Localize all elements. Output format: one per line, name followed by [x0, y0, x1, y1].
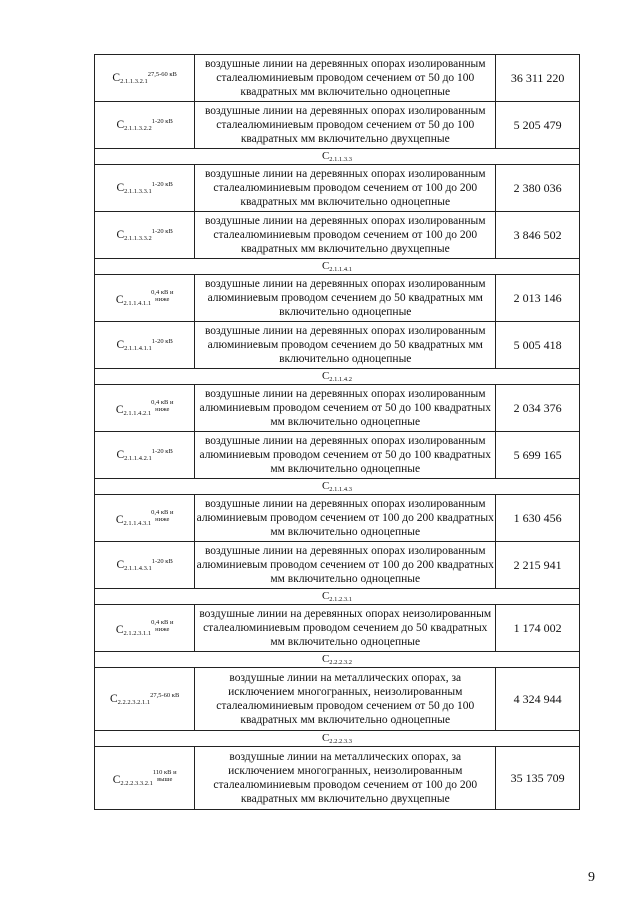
- description-cell: воздушные линии на деревянных опорах изолированным сталеалюминиевым проводом сечением от 50 до 100 квадратных мм включительно одноцепные: [195, 55, 496, 102]
- group-row: [95, 149, 580, 165]
- code-cell: [95, 275, 195, 322]
- group-code-cell: [95, 149, 580, 165]
- code-cell: [95, 385, 195, 432]
- code-superscript-line1: 110 кВ и: [152, 769, 177, 776]
- code-subscript: 2.1.1.3.3: [329, 156, 353, 163]
- value-cell: 4 324 944: [496, 668, 580, 731]
- code-base: С: [321, 150, 330, 162]
- value-cell: 3 846 502: [496, 212, 580, 259]
- value-cell: 1 174 002: [496, 605, 580, 652]
- table-row: [95, 605, 580, 652]
- page-number: 9: [588, 870, 595, 885]
- description-cell: воздушные линии на деревянных опорах изолированным алюминиевым проводом сечением от 100 до 200 квадратных мм включительно одноцепные: [195, 542, 496, 589]
- code-subscript: 2.1.1.4.3: [329, 486, 353, 493]
- table-row: [95, 55, 580, 102]
- code-subscript: 2.2.2.3.3: [329, 738, 353, 745]
- group-row: [95, 731, 580, 747]
- group-code-cell: [95, 589, 580, 605]
- code-superscript: 1-20 кВ: [151, 558, 173, 565]
- value-cell: 5 005 418: [496, 322, 580, 369]
- value-cell: 2 380 036: [496, 165, 580, 212]
- description-cell: воздушные линии на деревянных опорах изолированным алюминиевым проводом сечением от 100 до 200 квадратных мм включительно одноцепные: [195, 495, 496, 542]
- group-code-cell: [95, 259, 580, 275]
- description-cell: воздушные линии на деревянных опорах изолированным сталеалюминиевым проводом сечением от 100 до 200 квадратных мм включительно двухцепные: [195, 212, 496, 259]
- value-cell: 1 630 456: [496, 495, 580, 542]
- code-cell: [95, 322, 195, 369]
- code-base: С: [116, 182, 125, 194]
- code-cell: [95, 102, 195, 149]
- code-subscript: 2.1.1.4.1.1: [123, 300, 152, 307]
- code-superscript-line2: ниже: [155, 516, 170, 523]
- code-superscript: [151, 289, 173, 303]
- code-base: С: [112, 72, 121, 84]
- code-cell: [95, 542, 195, 589]
- value-cell: 35 135 709: [496, 747, 580, 810]
- code-subscript: 2.1.1.4.2.1: [123, 410, 152, 417]
- code-base: С: [109, 693, 118, 705]
- code-base: С: [321, 653, 330, 665]
- value-cell: 5 205 479: [496, 102, 580, 149]
- code-subscript: 2.1.1.4.2: [329, 376, 353, 383]
- code-base: С: [115, 404, 124, 416]
- table-row: [95, 275, 580, 322]
- code-cell: [95, 55, 195, 102]
- code-superscript: [153, 769, 177, 783]
- code-subscript: 2.1.2.3.1.1: [123, 630, 152, 637]
- code-superscript: [151, 619, 173, 633]
- value-cell: 2 215 941: [496, 542, 580, 589]
- code-subscript: 2.1.1.4.3.1: [123, 520, 152, 527]
- code-superscript: 27,5-60 кВ: [150, 692, 180, 699]
- code-subscript: 2.1.1.3.2.1: [120, 78, 148, 85]
- table-row: [95, 322, 580, 369]
- value-cell: 36 311 220: [496, 55, 580, 102]
- value-cell: 2 013 146: [496, 275, 580, 322]
- code-cell: [95, 165, 195, 212]
- code-base: С: [115, 514, 124, 526]
- group-row: [95, 589, 580, 605]
- value-cell: 2 034 376: [496, 385, 580, 432]
- group-row: [95, 479, 580, 495]
- code-base: С: [321, 590, 330, 602]
- description-cell: воздушные линии на деревянных опорах изолированным сталеалюминиевым проводом сечением от 100 до 200 квадратных мм включительно одноцепные: [195, 165, 496, 212]
- code-subscript: 2.1.2.3.1: [329, 596, 353, 603]
- code-base: С: [116, 559, 125, 571]
- code-superscript-line2: выше: [157, 776, 173, 783]
- tariff-table: [94, 54, 580, 810]
- code-cell: [95, 747, 195, 810]
- group-code-cell: [95, 652, 580, 668]
- group-code-cell: [95, 731, 580, 747]
- description-cell: воздушные линии на металлических опорах, за исключением многогранных, неизолированным сталеалюминиевым проводом сечением от 50 до 100 квадратных мм включительно одноцепные: [195, 668, 496, 731]
- table-row: [95, 212, 580, 259]
- table-row: [95, 668, 580, 731]
- code-subscript: 2.1.1.4.3.1: [124, 565, 152, 572]
- code-superscript-line1: 0,4 кВ и: [151, 509, 174, 516]
- table-row: [95, 542, 580, 589]
- code-superscript-line1: 0,4 кВ и: [151, 619, 174, 626]
- code-superscript-line1: 0,4 кВ и: [151, 399, 174, 406]
- table-row: [95, 432, 580, 479]
- code-superscript: 1-20 кВ: [151, 338, 173, 345]
- group-code-cell: [95, 369, 580, 385]
- code-cell: [95, 668, 195, 731]
- code-base: С: [115, 294, 124, 306]
- code-subscript: 2.1.1.4.1: [329, 266, 353, 273]
- code-base: С: [116, 119, 125, 131]
- description-cell: воздушные линии на деревянных опорах неизолированным сталеалюминиевым проводом сечением до 50 квадратных мм включительно одноцепные: [195, 605, 496, 652]
- code-subscript: 2.2.2.3.2: [329, 659, 353, 666]
- code-base: С: [116, 229, 125, 241]
- description-cell: воздушные линии на металлических опорах, за исключением многогранных, неизолированным сталеалюминиевым проводом сечением от 100 до 200 квадратных мм включительно двухцепные: [195, 747, 496, 810]
- code-base: С: [112, 774, 121, 786]
- code-superscript-line2: ниже: [155, 296, 170, 303]
- table-row: [95, 102, 580, 149]
- code-subscript: 2.2.2.3.2.1.1: [117, 699, 151, 706]
- code-subscript: 2.1.1.4.2.1: [124, 455, 152, 462]
- table-row: [95, 165, 580, 212]
- code-superscript: [151, 399, 173, 413]
- group-row: [95, 259, 580, 275]
- code-superscript-line2: ниже: [155, 406, 170, 413]
- code-base: С: [115, 624, 124, 636]
- code-subscript: 2.1.1.3.2.2: [124, 125, 152, 132]
- table-row: [95, 495, 580, 542]
- code-subscript: 2.1.1.4.1.1: [124, 345, 152, 352]
- code-subscript: 2.1.1.3.3.1: [124, 188, 152, 195]
- code-superscript: 27,5-60 кВ: [147, 71, 177, 78]
- tariff-table-body: [95, 55, 580, 810]
- code-cell: [95, 432, 195, 479]
- description-cell: воздушные линии на деревянных опорах изолированным алюминиевым проводом сечением от 50 до 100 квадратных мм включительно одноцепные: [195, 432, 496, 479]
- code-superscript-line1: 0,4 кВ и: [151, 289, 174, 296]
- code-cell: [95, 495, 195, 542]
- description-cell: воздушные линии на деревянных опорах изолированным алюминиевым проводом сечением от 50 до 100 квадратных мм включительно одноцепные: [195, 385, 496, 432]
- code-superscript-line2: ниже: [155, 626, 170, 633]
- code-superscript: 1-20 кВ: [151, 228, 173, 235]
- code-superscript: 1-20 кВ: [151, 181, 173, 188]
- group-row: [95, 652, 580, 668]
- code-subscript: 2.2.2.3.3.2.1: [120, 780, 153, 787]
- group-code-cell: [95, 479, 580, 495]
- value-cell: 5 699 165: [496, 432, 580, 479]
- code-base: С: [321, 732, 330, 744]
- code-cell: [95, 212, 195, 259]
- group-row: [95, 369, 580, 385]
- code-base: С: [321, 260, 330, 272]
- code-base: С: [321, 480, 330, 492]
- code-base: С: [116, 449, 125, 461]
- table-row: [95, 385, 580, 432]
- table-row: [95, 747, 580, 810]
- description-cell: воздушные линии на деревянных опорах изолированным алюминиевым проводом сечением до 50 квадратных мм включительно одноцепные: [195, 322, 496, 369]
- code-base: С: [116, 339, 125, 351]
- code-subscript: 2.1.1.3.3.2: [124, 235, 152, 242]
- description-cell: воздушные линии на деревянных опорах изолированным сталеалюминиевым проводом сечением от 50 до 100 квадратных мм включительно двухцепные: [195, 102, 496, 149]
- code-base: С: [321, 370, 330, 382]
- code-superscript: 1-20 кВ: [151, 118, 173, 125]
- code-cell: [95, 605, 195, 652]
- code-superscript: 1-20 кВ: [151, 448, 173, 455]
- code-superscript: [151, 509, 173, 523]
- description-cell: воздушные линии на деревянных опорах изолированным алюминиевым проводом сечением до 50 квадратных мм включительно одноцепные: [195, 275, 496, 322]
